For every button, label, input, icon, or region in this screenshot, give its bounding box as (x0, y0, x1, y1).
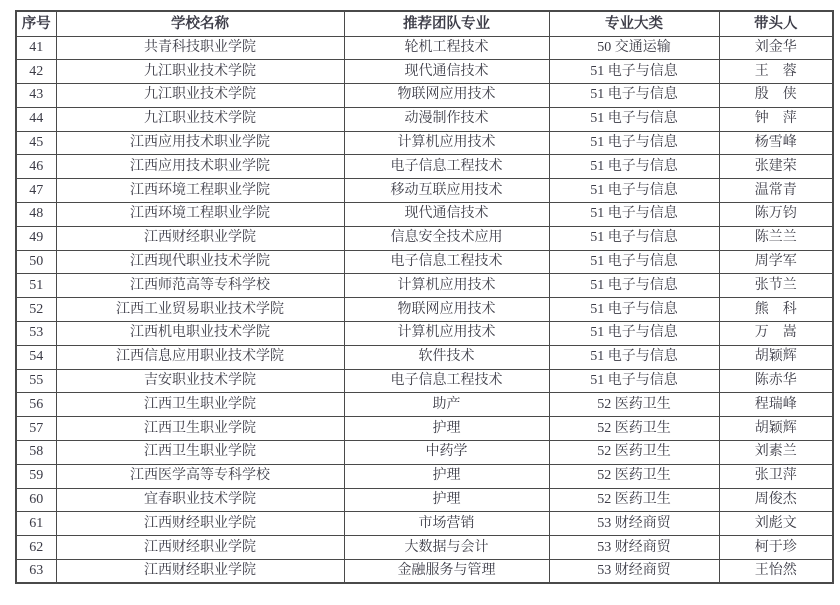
table-body (16, 36, 833, 583)
table-row (16, 274, 833, 298)
cell-category: 51 电子与信息 (549, 60, 719, 84)
cell-no: 58 (16, 441, 56, 465)
cell-school: 江西机电职业技术学院 (56, 322, 344, 346)
cell-major: 电子信息工程技术 (344, 250, 549, 274)
cell-major: 电子信息工程技术 (344, 155, 549, 179)
cell-school: 江西卫生职业学院 (56, 393, 344, 417)
cell-no: 54 (16, 345, 56, 369)
cell-school: 九江职业技术学院 (56, 107, 344, 131)
cell-leader: 柯于珍 (719, 536, 833, 560)
cell-major: 中药学 (344, 441, 549, 465)
cell-leader: 张建荣 (719, 155, 833, 179)
cell-category: 51 电子与信息 (549, 345, 719, 369)
cell-no: 50 (16, 250, 56, 274)
cell-leader: 张卫萍 (719, 464, 833, 488)
cell-category: 52 医药卫生 (549, 417, 719, 441)
cell-school: 江西医学高等专科学校 (56, 464, 344, 488)
cell-no: 46 (16, 155, 56, 179)
cell-category: 53 财经商贸 (549, 536, 719, 560)
table-row (16, 155, 833, 179)
cell-school: 江西卫生职业学院 (56, 441, 344, 465)
column-header-no: 序号 (16, 11, 56, 36)
cell-major: 大数据与会计 (344, 536, 549, 560)
cell-no: 59 (16, 464, 56, 488)
cell-school: 江西应用技术职业学院 (56, 131, 344, 155)
cell-major: 计算机应用技术 (344, 131, 549, 155)
cell-category: 51 电子与信息 (549, 179, 719, 203)
column-header-school: 学校名称 (56, 11, 344, 36)
cell-major: 计算机应用技术 (344, 274, 549, 298)
cell-category: 51 电子与信息 (549, 107, 719, 131)
table-row (16, 250, 833, 274)
cell-no: 42 (16, 60, 56, 84)
table-row (16, 512, 833, 536)
cell-leader: 温常青 (719, 179, 833, 203)
cell-major: 现代通信技术 (344, 60, 549, 84)
cell-major: 金融服务与管理 (344, 560, 549, 584)
cell-school: 江西卫生职业学院 (56, 417, 344, 441)
cell-school: 江西财经职业学院 (56, 536, 344, 560)
cell-no: 52 (16, 298, 56, 322)
cell-category: 51 电子与信息 (549, 369, 719, 393)
cell-school: 九江职业技术学院 (56, 60, 344, 84)
cell-category: 53 财经商贸 (549, 560, 719, 584)
cell-category: 51 电子与信息 (549, 250, 719, 274)
cell-leader: 陈万钧 (719, 203, 833, 227)
cell-major: 护理 (344, 464, 549, 488)
cell-no: 41 (16, 36, 56, 60)
cell-leader: 王怡然 (719, 560, 833, 584)
cell-major: 助产 (344, 393, 549, 417)
cell-major: 移动互联应用技术 (344, 179, 549, 203)
cell-school: 江西信息应用职业技术学院 (56, 345, 344, 369)
cell-leader: 熊 科 (719, 298, 833, 322)
cell-major: 市场营销 (344, 512, 549, 536)
table-row (16, 417, 833, 441)
cell-no: 43 (16, 84, 56, 108)
header-row (16, 11, 833, 36)
cell-no: 57 (16, 417, 56, 441)
table-row (16, 322, 833, 346)
cell-category: 53 财经商贸 (549, 512, 719, 536)
cell-category: 52 医药卫生 (549, 464, 719, 488)
cell-category: 51 电子与信息 (549, 84, 719, 108)
table-row (16, 36, 833, 60)
table-row (16, 131, 833, 155)
cell-category: 51 电子与信息 (549, 203, 719, 227)
cell-category: 51 电子与信息 (549, 322, 719, 346)
cell-no: 45 (16, 131, 56, 155)
column-header-major: 推荐团队专业 (344, 11, 549, 36)
cell-category: 51 电子与信息 (549, 155, 719, 179)
cell-leader: 张节兰 (719, 274, 833, 298)
cell-category: 51 电子与信息 (549, 274, 719, 298)
cell-school: 江西财经职业学院 (56, 560, 344, 584)
table-row (16, 345, 833, 369)
table-row (16, 107, 833, 131)
cell-major: 现代通信技术 (344, 203, 549, 227)
cell-category: 51 电子与信息 (549, 298, 719, 322)
cell-no: 51 (16, 274, 56, 298)
cell-category: 51 电子与信息 (549, 226, 719, 250)
cell-major: 物联网应用技术 (344, 298, 549, 322)
cell-major: 信息安全技术应用 (344, 226, 549, 250)
table-row (16, 441, 833, 465)
cell-leader: 刘彪文 (719, 512, 833, 536)
cell-major: 计算机应用技术 (344, 322, 549, 346)
cell-major: 护理 (344, 488, 549, 512)
column-header-category: 专业大类 (549, 11, 719, 36)
cell-no: 56 (16, 393, 56, 417)
schools-table (15, 10, 834, 584)
cell-no: 44 (16, 107, 56, 131)
cell-major: 护理 (344, 417, 549, 441)
cell-leader: 陈赤华 (719, 369, 833, 393)
column-header-leader: 带头人 (719, 11, 833, 36)
cell-school: 吉安职业技术学院 (56, 369, 344, 393)
cell-leader: 钟 萍 (719, 107, 833, 131)
table-row (16, 203, 833, 227)
table-row (16, 464, 833, 488)
cell-school: 江西现代职业技术学院 (56, 250, 344, 274)
cell-school: 九江职业技术学院 (56, 84, 344, 108)
table-row (16, 226, 833, 250)
table-row (16, 488, 833, 512)
cell-no: 62 (16, 536, 56, 560)
cell-major: 软件技术 (344, 345, 549, 369)
cell-no: 55 (16, 369, 56, 393)
cell-leader: 胡颖辉 (719, 417, 833, 441)
cell-leader: 万 嵩 (719, 322, 833, 346)
cell-major: 动漫制作技术 (344, 107, 549, 131)
cell-category: 51 电子与信息 (549, 131, 719, 155)
table-row (16, 393, 833, 417)
cell-category: 50 交通运输 (549, 36, 719, 60)
cell-school: 江西应用技术职业学院 (56, 155, 344, 179)
table-row (16, 84, 833, 108)
cell-no: 48 (16, 203, 56, 227)
table-row (16, 369, 833, 393)
cell-leader: 刘金华 (719, 36, 833, 60)
cell-school: 江西环境工程职业学院 (56, 203, 344, 227)
cell-leader: 殷 侠 (719, 84, 833, 108)
cell-no: 49 (16, 226, 56, 250)
cell-no: 63 (16, 560, 56, 584)
cell-leader: 周俊杰 (719, 488, 833, 512)
table-row (16, 560, 833, 584)
cell-leader: 陈兰兰 (719, 226, 833, 250)
cell-school: 江西师范高等专科学校 (56, 274, 344, 298)
cell-school: 江西环境工程职业学院 (56, 179, 344, 203)
cell-leader: 程瑞峰 (719, 393, 833, 417)
cell-no: 61 (16, 512, 56, 536)
cell-no: 53 (16, 322, 56, 346)
cell-leader: 王 蓉 (719, 60, 833, 84)
cell-leader: 刘素兰 (719, 441, 833, 465)
table-row (16, 298, 833, 322)
cell-category: 52 医药卫生 (549, 441, 719, 465)
cell-no: 47 (16, 179, 56, 203)
cell-category: 52 医药卫生 (549, 488, 719, 512)
cell-major: 轮机工程技术 (344, 36, 549, 60)
table-row (16, 179, 833, 203)
cell-leader: 周学军 (719, 250, 833, 274)
cell-category: 52 医药卫生 (549, 393, 719, 417)
cell-leader: 杨雪峰 (719, 131, 833, 155)
cell-major: 物联网应用技术 (344, 84, 549, 108)
table-row (16, 536, 833, 560)
cell-school: 江西财经职业学院 (56, 226, 344, 250)
cell-no: 60 (16, 488, 56, 512)
cell-school: 江西财经职业学院 (56, 512, 344, 536)
cell-leader: 胡颖辉 (719, 345, 833, 369)
table-row (16, 60, 833, 84)
cell-school: 宜春职业技术学院 (56, 488, 344, 512)
cell-school: 江西工业贸易职业技术学院 (56, 298, 344, 322)
cell-major: 电子信息工程技术 (344, 369, 549, 393)
cell-school: 共青科技职业学院 (56, 36, 344, 60)
